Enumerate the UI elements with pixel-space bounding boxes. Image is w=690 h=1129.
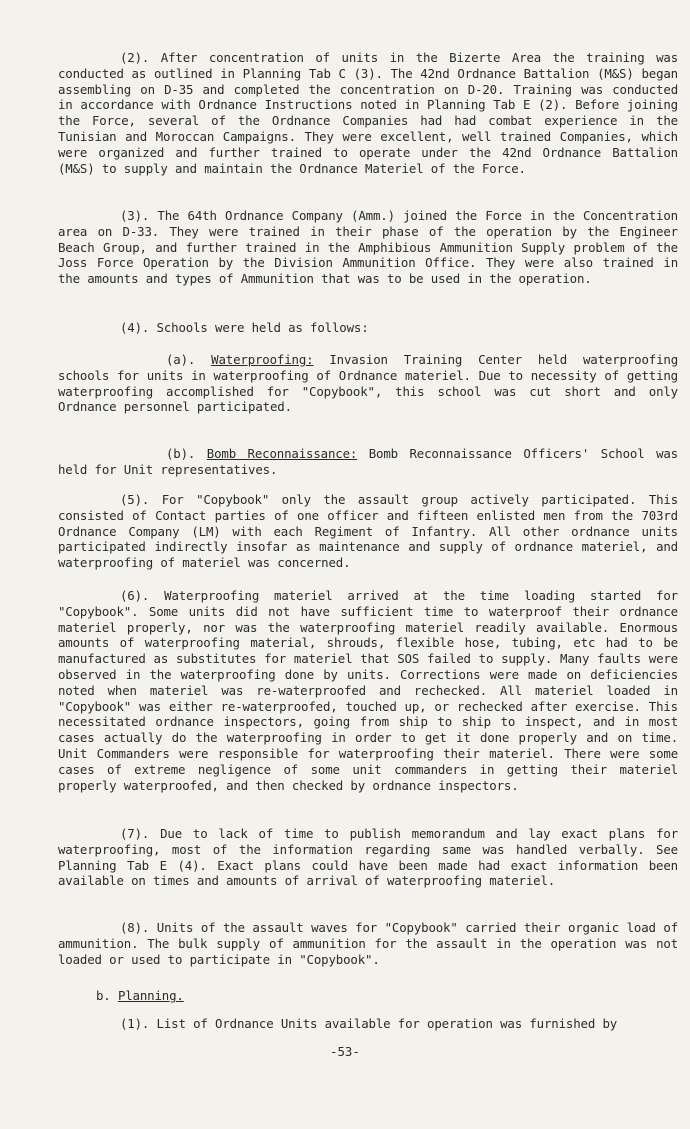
paragraph-2: (2). After concentration of units in the Bizerte Area the training was conducted as outlined in Planning Tab C (3). The 42nd Ordnance Battalion (M&S) began assembling on D-35 and completed the concentration on D-20. Training was conducted in accordance with Ordnance Instructions noted in Planning Tab E (2). Before joining the Force, several of the Ordnance Companies had had combat experience in the Tunisian and Moroccan Campaigns. They were excellent, well trained Companies, which were organized and further trained to operate under the 42nd Ordnance Battalion (M&S) to supply and maintain the Ordnance Materiel of the Force. [58, 50, 678, 176]
page-number: -53- [330, 1044, 360, 1059]
paragraph-7: (7). Due to lack of time to publish memorandum and lay exact plans for waterproofing, most of the information regarding same was handled verbally. See Planning Tab E (4). Exact plans could have been made had exact information been available on times and amounts of arrival of waterproofing materiel. [58, 826, 678, 889]
paragraph-4: (4). Schools were held as follows: [120, 320, 369, 335]
item-label: (b). [166, 446, 196, 461]
paragraph-6: (6). Waterproofing materiel arrived at the time loading started for "Copybook". Some units did not have sufficient time to waterproof their ordnance materiel properly, nor was the waterproofing materiel readily available. Enormous amounts of waterproofing material, shrouds, flexible hose, tubing, etc had to be manufactured as substitutes for materiel that SOS failed to supply. Many faults were observed in the waterproofing done by units. Corrections were made on deficiencies noted when materiel was re-waterproofed and rechecked. All materiel loaded in "Copybook" was either re-waterproofed, touched up, or rechecked after exercise. This necessitated ordnance inspectors, going from ship to ship to inspect, and in most cases actually do the waterproofing in order to get it done properly and on time. Unit Commanders were responsible for waterproofing their materiel. There were some cases of extreme negligence of some unit commanders in getting their materiel properly waterproofed, and then checked by ordnance inspectors. [58, 588, 678, 793]
paragraph-4b [58, 446, 678, 478]
paragraph-3: (3). The 64th Ordnance Company (Amm.) joined the Force in the Concentration area on D-33. They were trained in their phase of the operation by the Engineer Beach Group, and further trained in the Amphibious Ammunition Supply problem of the Joss Force Operation by the Division Ammunition Office. They were also trained in the amounts and types of Ammunition that was to be used in the operation. [58, 208, 678, 287]
section-heading-bomb-reconnaissance: Bomb Reconnaissance: [206, 446, 358, 461]
paragraph-4a [58, 352, 678, 415]
item-text: Invasion Training Center held waterproofing schools for units in waterproofing of Ordnance materiel. Due to necessity of getting waterproofing accomplished for "Copybook", this school was cut short and only Ordnance personnel participated. [58, 352, 678, 415]
section-heading-planning: Planning. [117, 988, 184, 1003]
paragraph-5: (5). For "Copybook" only the assault group actively participated. This consisted of Contact parties of one officer and fifteen enlisted men from the 703rd Ordnance Company (LM) with each Regiment of Infantry. All other ordnance units participated indirectly insofar as maintenance and supply of ordnance materiel, and waterproofing of materiel was concerned. [58, 492, 678, 571]
section-b-heading [96, 988, 184, 1003]
item-label: (a). [166, 352, 196, 367]
paragraph-b1: (1). List of Ordnance Units available for operation was furnished by [120, 1016, 618, 1031]
section-heading-waterproofing: Waterproofing: [211, 352, 314, 367]
section-label: b. [96, 988, 111, 1003]
item-text: Bomb Reconnaissance Officers' School was held for Unit representatives. [58, 446, 678, 477]
paragraph-8: (8). Units of the assault waves for "Copybook" carried their organic load of ammunition. The bulk supply of ammunition for the assault in the operation was not loaded or used to participate in "Copybook". [58, 920, 678, 967]
